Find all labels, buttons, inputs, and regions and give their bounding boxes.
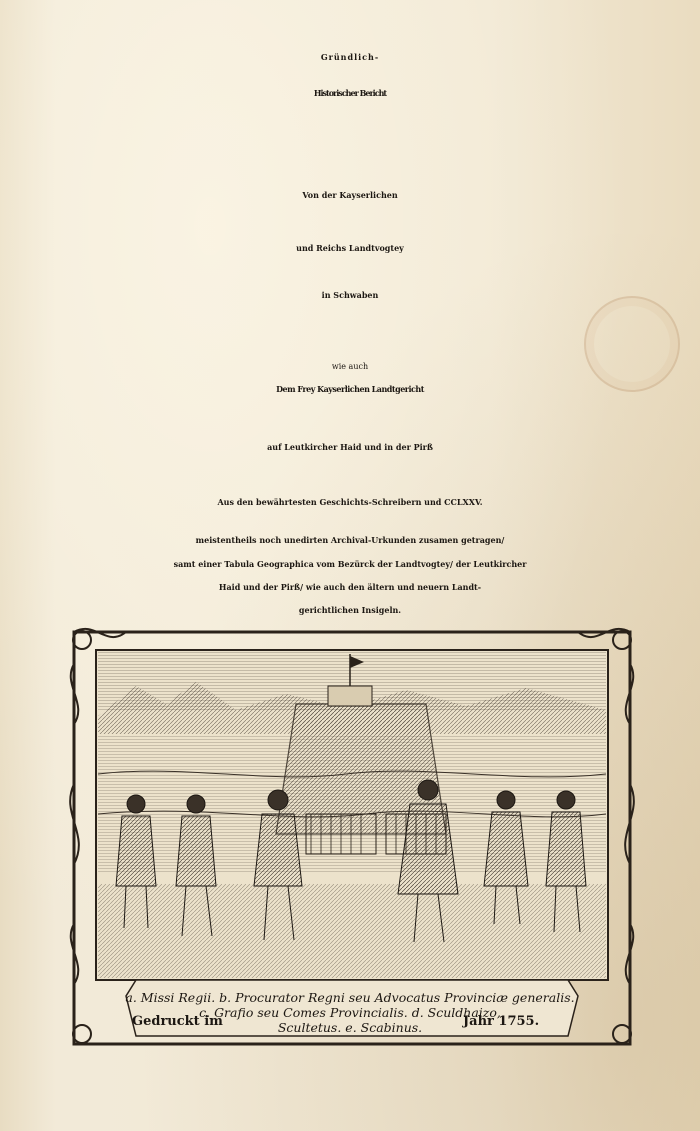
title-line-4: und Reichs Landtvogtey xyxy=(296,243,404,253)
title-line-1: Gründlich- xyxy=(320,52,380,62)
imprint-left: Gedruckt im xyxy=(132,1014,223,1029)
library-stamp-icon xyxy=(584,296,680,392)
title-line-11: samt einer Tabula Geographica vom Bezürck der Landtvogtey/ der Leutkircher xyxy=(173,559,527,569)
title-line-10: meistentheils noch unedirten Archival-Urkunden zusamen getragen/ xyxy=(195,535,505,545)
title-line-6: wie auch xyxy=(331,362,369,371)
caption-line-2: c. Grafio seu Comes Provincialis. d. Sculdhaizo, xyxy=(199,1005,501,1020)
title-line-12: Haid und der Pirß/ wie auch den ältern und neuern Landt- xyxy=(218,582,482,592)
title-line-8: auf Leutkircher Haid und in der Pirß xyxy=(267,442,433,452)
engraving-illustration xyxy=(66,624,638,1052)
title-line-7: Dem Frey Kayserlichen Landtgericht xyxy=(276,384,424,394)
main-title: Historischer Bericht xyxy=(313,88,387,98)
caption-line-3: Scultetus. e. Scabinus. xyxy=(277,1020,423,1035)
imprint-right: Jahr 1755. xyxy=(463,1014,540,1029)
title-line-5: in Schwaben xyxy=(321,290,379,300)
title-line-3: Von der Kayserlichen xyxy=(302,190,398,200)
caption-line-1: a. Missi Regii. b. Procurator Regni seu Advocatus Provinciæ generalis. xyxy=(125,990,575,1005)
title-line-13: gerichtlichen Insigeln. xyxy=(298,605,402,615)
title-line-9: Aus den bewährtesten Geschichts-Schreibern und CCLXXV. xyxy=(217,497,483,507)
